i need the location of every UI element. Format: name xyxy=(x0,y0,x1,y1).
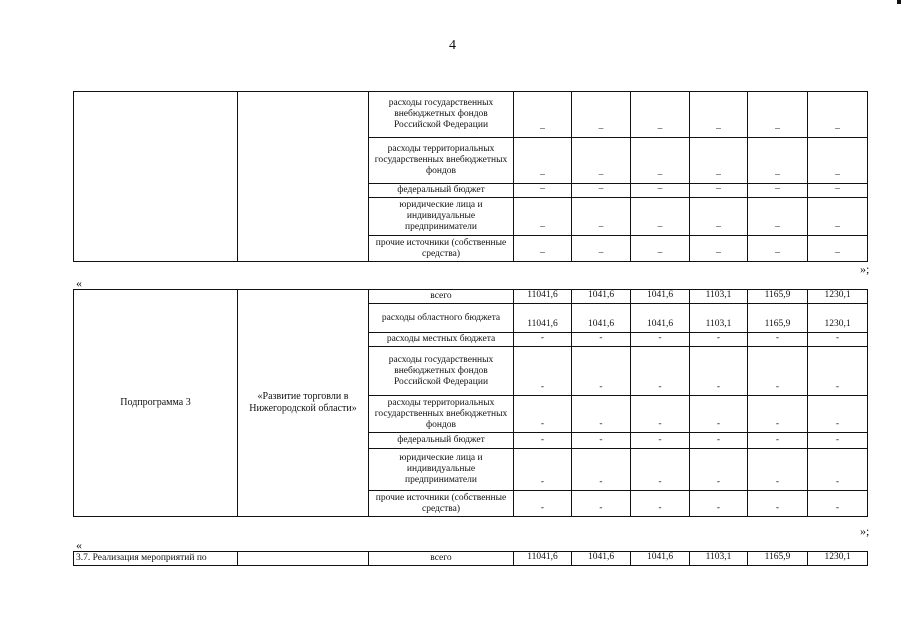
value-cell: 1230,1 xyxy=(808,304,868,333)
value-cell: - xyxy=(572,433,631,449)
value-cell: - xyxy=(808,449,868,491)
value-cell: - xyxy=(572,347,631,396)
value-cell: - xyxy=(808,347,868,396)
value-cell: - xyxy=(690,491,748,517)
value-cell: – xyxy=(808,236,868,262)
value-cell: – xyxy=(690,198,748,236)
value-cell: - xyxy=(631,347,690,396)
source-label: расходы областного бюджета xyxy=(369,304,514,333)
value-cell: – xyxy=(808,92,868,138)
value-cell: – xyxy=(808,198,868,236)
value-cell: - xyxy=(690,347,748,396)
value-cell: – xyxy=(514,138,572,184)
table-row xyxy=(74,92,868,138)
value-cell: 11041,6 xyxy=(514,304,572,333)
value-cell: – xyxy=(690,236,748,262)
source-label: федеральный бюджет xyxy=(369,184,514,198)
value-cell: - xyxy=(690,449,748,491)
value-cell: - xyxy=(808,433,868,449)
source-label: федеральный бюджет xyxy=(369,433,514,449)
value-cell: - xyxy=(808,396,868,433)
value-cell: – xyxy=(631,236,690,262)
subprogram-title: «Развитие торговли в Нижегородской области» xyxy=(238,290,369,517)
source-label: всего xyxy=(369,552,514,566)
value-cell: – xyxy=(690,184,748,198)
program-cell-empty xyxy=(74,92,238,262)
value-cell: – xyxy=(514,92,572,138)
value-cell: – xyxy=(690,138,748,184)
value-cell: 1041,6 xyxy=(631,290,690,304)
value-cell: 1103,1 xyxy=(690,552,748,566)
value-cell: – xyxy=(631,184,690,198)
value-cell: - xyxy=(514,396,572,433)
source-label: прочие источники (собственные средства) xyxy=(369,491,514,517)
value-cell: – xyxy=(572,184,631,198)
value-cell: - xyxy=(514,347,572,396)
value-cell: 1165,9 xyxy=(748,552,808,566)
source-label: прочие источники (собственные средства) xyxy=(369,236,514,262)
value-cell: - xyxy=(748,396,808,433)
value-cell: 1165,9 xyxy=(748,290,808,304)
value-cell: – xyxy=(748,138,808,184)
value-cell: – xyxy=(572,92,631,138)
value-cell: - xyxy=(808,333,868,347)
measure-name: 3.7. Реализация мероприятий по xyxy=(74,552,238,566)
quote-close-2: »; xyxy=(860,524,870,538)
source-label: расходы территориальных государственных внебюджетных фондов xyxy=(369,138,514,184)
value-cell: 1230,1 xyxy=(808,552,868,566)
value-cell: – xyxy=(631,198,690,236)
corner-mark xyxy=(897,0,901,4)
funding-table-continued xyxy=(73,91,868,262)
value-cell: - xyxy=(572,396,631,433)
value-cell: - xyxy=(631,491,690,517)
value-cell: - xyxy=(631,396,690,433)
source-label: всего xyxy=(369,290,514,304)
value-cell: - xyxy=(572,449,631,491)
value-cell: – xyxy=(690,92,748,138)
value-cell: 11041,6 xyxy=(514,552,572,566)
value-cell: - xyxy=(808,491,868,517)
value-cell: - xyxy=(514,449,572,491)
value-cell: 1165,9 xyxy=(748,304,808,333)
value-cell: – xyxy=(514,198,572,236)
value-cell: – xyxy=(748,236,808,262)
title-cell-empty xyxy=(238,92,369,262)
measure-title-empty xyxy=(238,552,369,566)
value-cell: - xyxy=(748,449,808,491)
value-cell: – xyxy=(748,184,808,198)
page-number: 4 xyxy=(449,38,456,53)
value-cell: – xyxy=(572,236,631,262)
source-label: юридические лица и индивидуальные предприниматели xyxy=(369,198,514,236)
value-cell: - xyxy=(748,491,808,517)
table-row xyxy=(74,552,868,566)
source-label: расходы территориальных государственных внебюджетных фондов xyxy=(369,396,514,433)
value-cell: - xyxy=(572,333,631,347)
subprogram-3-table xyxy=(73,289,868,517)
source-label: расходы местных бюджета xyxy=(369,333,514,347)
value-cell: – xyxy=(748,92,808,138)
value-cell: – xyxy=(808,138,868,184)
value-cell: - xyxy=(514,491,572,517)
value-cell: 1041,6 xyxy=(572,304,631,333)
value-cell: - xyxy=(690,333,748,347)
value-cell: - xyxy=(631,433,690,449)
value-cell: - xyxy=(748,433,808,449)
value-cell: - xyxy=(514,433,572,449)
value-cell: – xyxy=(572,198,631,236)
source-label: расходы государственных внебюджетных фондов Российской Федерации xyxy=(369,347,514,396)
value-cell: - xyxy=(514,333,572,347)
value-cell: - xyxy=(631,333,690,347)
value-cell: – xyxy=(572,138,631,184)
quote-open-1: « xyxy=(76,276,82,290)
value-cell: 11041,6 xyxy=(514,290,572,304)
value-cell: – xyxy=(631,92,690,138)
source-label: юридические лица и индивидуальные предприниматели xyxy=(369,449,514,491)
table-row xyxy=(74,290,868,304)
subprogram-name: Подпрограмма 3 xyxy=(74,290,238,517)
value-cell: – xyxy=(631,138,690,184)
source-label: расходы государственных внебюджетных фондов Российской Федерации xyxy=(369,92,514,138)
value-cell: – xyxy=(514,184,572,198)
value-cell: – xyxy=(514,236,572,262)
value-cell: 1041,6 xyxy=(631,304,690,333)
value-cell: - xyxy=(690,396,748,433)
value-cell: 1103,1 xyxy=(690,304,748,333)
value-cell: - xyxy=(748,333,808,347)
value-cell: – xyxy=(808,184,868,198)
value-cell: – xyxy=(748,198,808,236)
value-cell: - xyxy=(631,449,690,491)
value-cell: 1103,1 xyxy=(690,290,748,304)
value-cell: - xyxy=(748,347,808,396)
value-cell: - xyxy=(572,491,631,517)
value-cell: 1041,6 xyxy=(572,290,631,304)
quote-open-2: « xyxy=(76,538,82,552)
measure-3-7-table xyxy=(73,551,868,566)
quote-close-1: »; xyxy=(860,262,870,276)
value-cell: 1041,6 xyxy=(631,552,690,566)
value-cell: 1041,6 xyxy=(572,552,631,566)
value-cell: 1230,1 xyxy=(808,290,868,304)
value-cell: - xyxy=(690,433,748,449)
